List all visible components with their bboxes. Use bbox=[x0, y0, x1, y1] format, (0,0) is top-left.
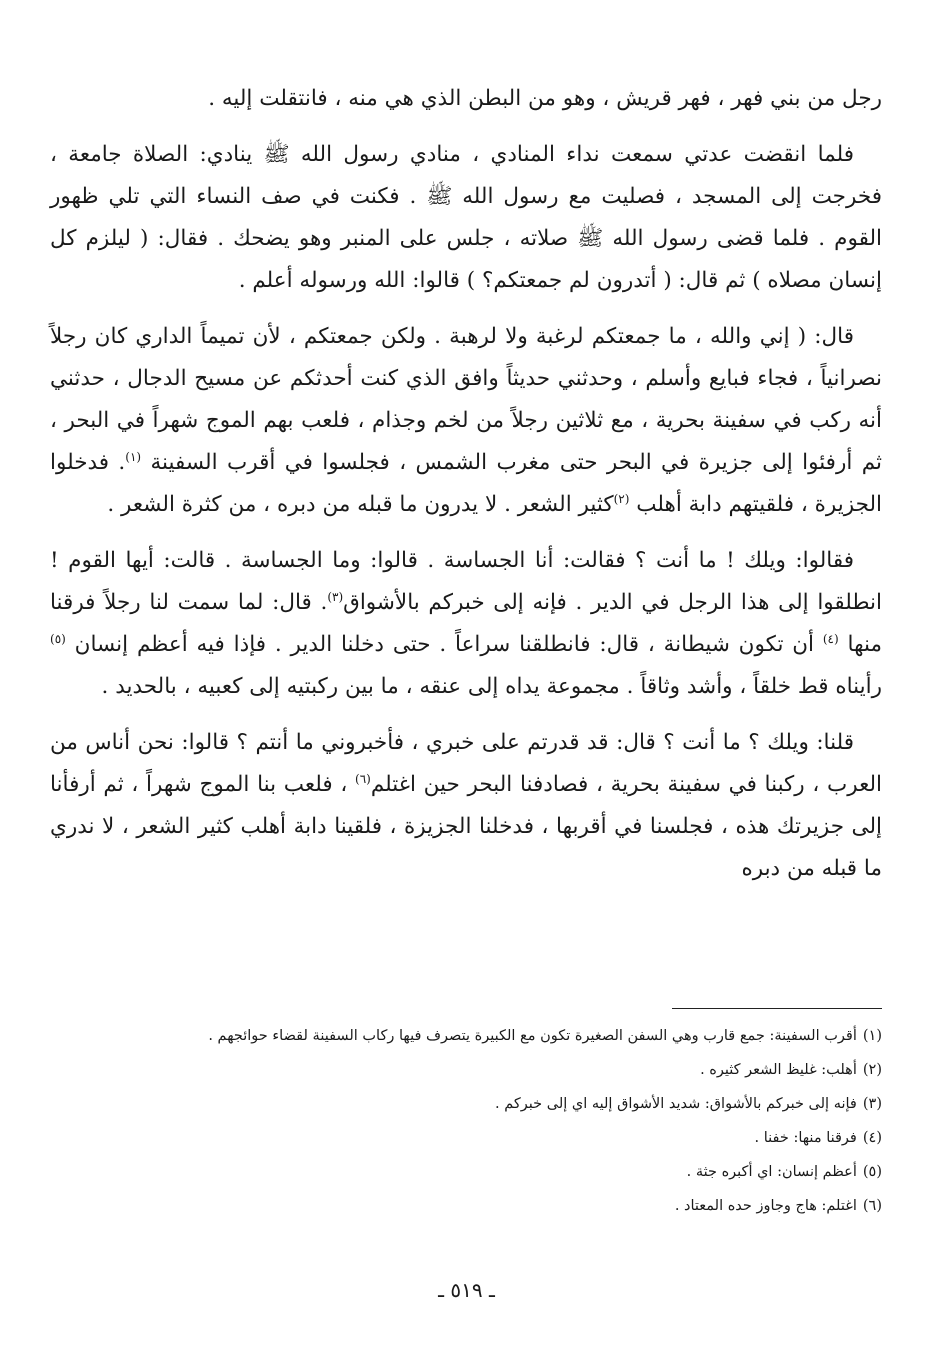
paragraph-4-part-4: رأيناه قط خلقاً ، وأشد وثاقاً . مجموعة يداه إلى عنقه ، ما بين ركبتيه إلى كعبيه ، بالحديد . bbox=[101, 674, 882, 699]
paragraph-4 bbox=[50, 540, 882, 708]
footnote-divider bbox=[672, 1008, 882, 1009]
paragraph-3-part-2: . فدخلوا الجزيرة ، فلقيتهم دابة أهلب bbox=[50, 450, 882, 517]
paragraph-5-part-1: قلنا: ويلك ؟ ما أنت ؟ قال: قد قدرتم على خبري ، فأخبروني ما أنتم ؟ قالوا: نحن أناس من العرب ، ركبنا في سفينة بحرية ، فصادفنا البحر حين اغتلم bbox=[50, 730, 882, 797]
footnote-number: (٥) bbox=[862, 1164, 882, 1180]
footnote-text: أقرب السفينة: جمع قارب وهي السفن الصغيرة تكون مع الكبيرة يتصرف فيها ركاب السفينة لقضاء حوائجهم . bbox=[208, 1028, 857, 1044]
paragraph-3-part-3: كثير الشعر . لا يدرون ما قبله من دبره ، من كثرة الشعر . bbox=[107, 492, 614, 517]
footnote-number: (٦) bbox=[862, 1198, 882, 1214]
page-number: ـ ٥١٩ ـ bbox=[438, 1278, 495, 1302]
footnote-ref-4: (٤) bbox=[822, 631, 839, 646]
footnote-number: (٢) bbox=[862, 1062, 882, 1078]
footnote-6 bbox=[50, 1193, 882, 1219]
footnote-text: أعظم إنسان: اي أكبره جثة . bbox=[686, 1164, 857, 1180]
footnote-text: اغتلم: هاج وجاوز حده المعتاد . bbox=[674, 1198, 857, 1214]
footnote-ref-3: (٣) bbox=[327, 589, 344, 604]
footnote-5 bbox=[50, 1159, 882, 1185]
footnote-1 bbox=[50, 1023, 882, 1049]
footnote-text: أهلب: غليظ الشعر كثيره . bbox=[700, 1062, 857, 1078]
footnote-number: (١) bbox=[862, 1028, 882, 1044]
footnote-ref-2: (٢) bbox=[613, 491, 630, 506]
paragraph-5-part-2: ، فلعب بنا الموج شهراً ، ثم أرفأنا إلى جزيرتك هذه ، فجلسنا في أقربها ، فدخلنا الجزيزة ، فلقينا دابة أهلب كثير الشعر ، لا ندري ما قبله من دبره bbox=[50, 772, 882, 881]
footnote-text: فإنه إلى خبركم بالأشواق: شديد الأشواق إليه اي إلى خبركم . bbox=[495, 1096, 857, 1112]
footnote-2 bbox=[50, 1057, 882, 1083]
footnote-ref-5: (٥) bbox=[50, 631, 66, 646]
paragraph-4-part-3: أن تكون شيطانة ، قال: فانطلقنا سراعاً . حتى دخلنا الدير . فإذا فيه أعظم إنسان bbox=[74, 632, 815, 657]
footnote-number: (٤) bbox=[862, 1130, 882, 1146]
footnote-3 bbox=[50, 1091, 882, 1117]
paragraph-5 bbox=[50, 722, 882, 890]
footnote-text: فرقنا منها: خفنا . bbox=[754, 1130, 857, 1146]
main-text bbox=[50, 78, 882, 904]
paragraph-4-part-1: فقالوا: ويلك ! ما أنت ؟ فقالت: أنا الجساسة . قالوا: وما الجساسة . قالت: أيها القوم ! انطلقوا إلى هذا الرجل في الدير . فإنه إلى خبركم بالأشواق bbox=[50, 548, 882, 615]
paragraph-3-part-1: قال: ( إني والله ، ما جمعتكم لرغبة ولا لرهبة . ولكن جمعتكم ، لأن تميماً الداري كان رجلاً نصرانياً ، فجاء فبايع وأسلم ، وحدثني حديثاً وافق الذي كنت أحدثكم عن مسيح الدجال ، حدثني أنه ركب في سفينة بحرية ، مع ثلاثين رجلاً من لخم وجذام ، فلعب بهم الموج شهراً في البحر ، ثم أرفئوا إلى جزيرة في البحر حتى مغرب الشمس ، فجلسوا في أقرب السفينة bbox=[50, 324, 882, 475]
footnote-ref-6: (٦) bbox=[355, 771, 371, 786]
footnote-number: (٣) bbox=[862, 1096, 882, 1112]
footnote-4 bbox=[50, 1125, 882, 1151]
footnote-ref-1: (١) bbox=[125, 449, 142, 464]
paragraph-1: رجل من بني فهر ، فهر قريش ، وهو من البطن الذي هي منه ، فانتقلت إليه . bbox=[208, 86, 882, 111]
paragraph-2: فلما انقضت عدتي سمعت نداء المنادي ، منادي رسول الله ﷺ ينادي: الصلاة جامعة ، فخرجت إلى المسجد ، فصليت مع رسول الله ﷺ . فكنت في صف النساء التي تلي ظهور القوم . فلما قضى رسول الله ﷺ صلاته ، جلس على المنبر وهو يضحك . فقال: ( ليلزم كل إنسان مصلاه ) ثم قال: ( أتدرون لم جمعتكم؟ ) قالوا: الله ورسوله أعلم . bbox=[50, 142, 882, 293]
paragraph-4-part-2: . قال: لما سمت لنا رجلاً فرقنا منها bbox=[50, 590, 882, 657]
footnotes-section bbox=[50, 1002, 882, 1227]
paragraph-3 bbox=[50, 316, 882, 526]
